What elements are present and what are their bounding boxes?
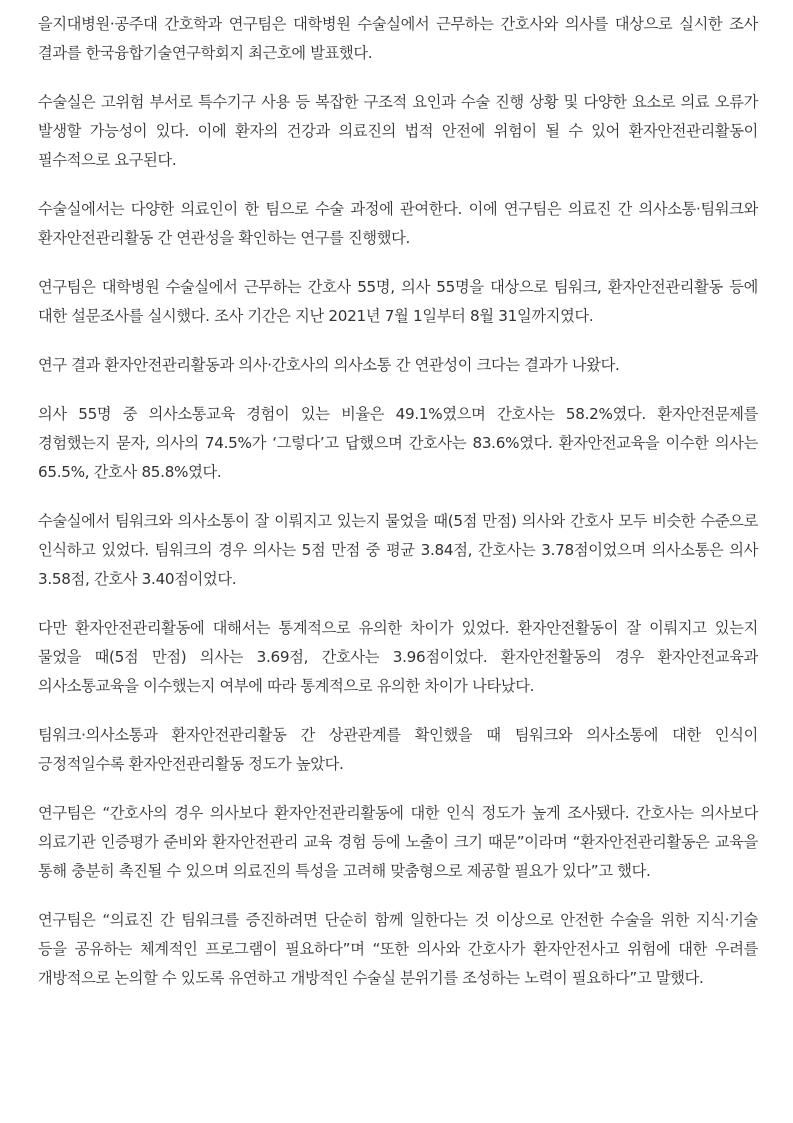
paragraph-10: 연구팀은 “간호사의 경우 의사보다 환자안전관리활동에 대한 인식 정도가 높게 조사됐다. 간호사는 의사보다 의료기관 인증평가 준비와 환자안전관리 교육 경험 등에 노출이 크기 때문”이라며 “환자안전관리활동은 교육을 통해 충분히 촉진될 수 있으며 의료진의 특성을 고려해 맞춤형으로 제공할 필요가 있다”고 했다. [38,804,758,880]
paragraph-7: 수술실에서 팀워크와 의사소통이 잘 이뤄지고 있는지 물었을 때(5점 만점) 의사와 간호사 모두 비슷한 수준으로 인식하고 있었다. 팀워크의 경우 의사는 5점 만점 중 평균 3.84점, 간호사는 3.78점이었으며 의사소통은 의사 3.58점, 간호사 3.40점이었다. [38,512,758,588]
paragraph-8: 다만 환자안전관리활동에 대해서는 통계적으로 유의한 차이가 있었다. 환자안전활동이 잘 이뤄지고 있는지 물었을 때(5점 만점) 의사는 3.69점, 간호사는 3.96점이었다. 환자안전활동의 경우 환자안전교육과 의사소통교육을 이수했는지 여부에 따라 통계적으로 유의한 차이가 나타났다. [38,619,758,695]
paragraph-3: 수술실에서는 다양한 의료인이 한 팀으로 수술 과정에 관여한다. 이에 연구팀은 의료진 간 의사소통·팀워크와 환자안전관리활동 간 연관성을 확인하는 연구를 진행했다. [38,200,758,247]
paragraph-1: 을지대병원·공주대 간호학과 연구팀은 대학병원 수술실에서 근무하는 간호사와 의사를 대상으로 실시한 조사 결과를 한국융합기술연구학회지 최근호에 발표했다. [38,15,758,62]
paragraph-9: 팀워크·의사소통과 환자안전관리활동 간 상관관계를 확인했을 때 팀워크와 의사소통에 대한 인식이 긍정적일수록 환자안전관리활동 정도가 높았다. [38,726,758,773]
paragraph-4: 연구팀은 대학병원 수술실에서 근무하는 간호사 55명, 의사 55명을 대상으로 팀워크, 환자안전관리활동 등에 대한 설문조사를 실시했다. 조사 기간은 지난 2021년 7월 1일부터 8월 31일까지였다. [38,278,758,325]
article-body [38,10,758,1013]
paragraph-11: 연구팀은 “의료진 간 팀워크를 증진하려면 단순히 함께 일한다는 것 이상으로 안전한 수술을 위한 지식·기술 등을 공유하는 체계적인 프로그램이 필요하다”며 “또한 의사와 간호사가 환자안전사고 위험에 대한 우려를 개방적으로 논의할 수 있도록 유연하고 개방적인 수술실 분위기를 조성하는 노력이 필요하다”고 말했다. [38,911,758,987]
paragraph-5: 연구 결과 환자안전관리활동과 의사·간호사의 의사소통 간 연관성이 크다는 결과가 나왔다. [38,356,620,374]
paragraph-2: 수술실은 고위험 부서로 특수기구 사용 등 복잡한 구조적 요인과 수술 진행 상황 및 다양한 요소로 의료 오류가 발생할 가능성이 있다. 이에 환자의 건강과 의료진의 법적 안전에 위험이 될 수 있어 환자안전관리활동이 필수적으로 요구된다. [38,93,758,169]
paragraph-6: 의사 55명 중 의사소통교육 경험이 있는 비율은 49.1%였으며 간호사는 58.2%였다. 환자안전문제를 경험했는지 묻자, 의사의 74.5%가 ‘그렇다’고 답했으며 간호사는 83.6%였다. 환자안전교육을 이수한 의사는 65.5%, 간호사 85.8%였다. [38,405,758,481]
